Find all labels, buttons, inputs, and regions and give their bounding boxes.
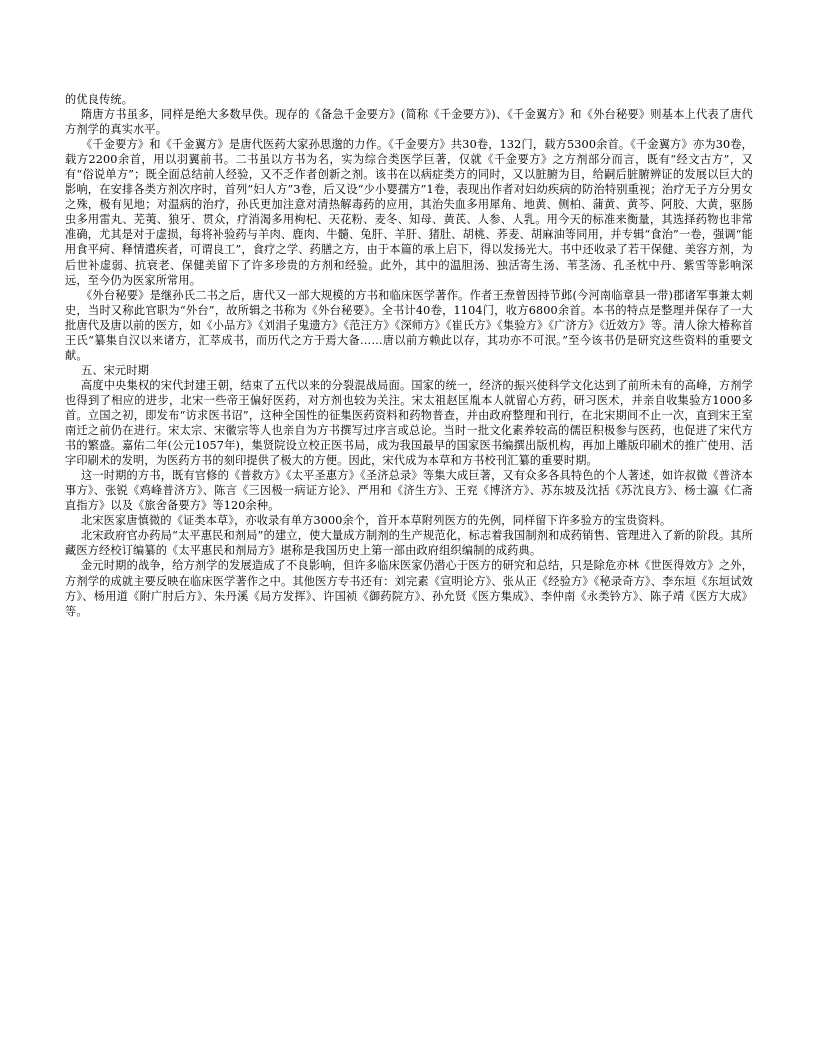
paragraph-5: 高度中央集权的宋代封建王朝，结束了五代以来的分裂混战局面。国家的统一，经济的振兴使科学文化达到了前所未有的高峰，方剂学也得到了相应的进步，北宋一些帝王偏好医药，对方剂也较为关注。宋太祖赵匡胤本人就留心方药，研习医术，并亲自收集验方1000多首。立国之初，即发布“访求医书诏”，这种全国性的征集医药资料和药物普查，并由政府整理和刊行，在北宋期间不止一次，直到宋王室南迁之前仍在进行。宋太宗、宋徽宗等人也亲自为方书撰写过序言或总论。当时一批文化素养较高的儒臣积极参与医药，也促进了宋代方书的繁盛。嘉佑二年(公元1057年)，集贤院设立校正医书局，成为我国最早的国家医书编撰出版机构，再加上雕版印刷术的推广使用、活字印刷术的发明，为医药方书的刻印提供了极大的方便。因此，宋代成为本草和方书校刊汇纂的重要时期。	[65, 378, 753, 468]
paragraph-7: 北宋医家唐慎微的《证类本草》，亦收录有单方3000余个，首开本草附列医方的先例，同样留下许多验方的宝贵资料。	[81, 514, 672, 528]
paragraph-2: 隋唐方书虽多，同样是绝大多数早佚。现存的《备急千金要方》(简称《千金要方》)、《千金翼方》和《外台秘要》则基本上代表了唐代方剂学的真实水平。	[65, 108, 753, 137]
document-body	[65, 92, 753, 619]
paragraph-9: 金元时期的战争，给方剂学的发展造成了不良影响，但许多临床医家仍潜心于医方的研究和总结，只是除危亦林《世医得效方》之外，方剂学的成就主要反映在临床医学著作之中。其他医方专书还有：刘完素《宣明论方》、张从正《经验方》《秘录奇方》、李东垣《东垣试效方》、杨用道《附广肘后方》、朱丹溪《局方发挥》、许国祯《御药院方》、孙允贤《医方集成》、李仲南《永类钤方》、陈子靖《医方大成》等。	[65, 559, 753, 618]
paragraph-8: 北宋政府官办药局“太平惠民和剂局”的建立，使大量成方制剂的生产规范化，标志着我国制剂和成药销售、管理进入了新的阶段。其所藏医方经校订编纂的《太平惠民和剂局方》堪称是我国历史上第一部由政府组织编制的成药典。	[65, 529, 753, 558]
paragraph-4: 《外台秘要》是继孙氏二书之后，唐代又一部大规模的方书和临床医学著作。作者王焘曾因持节邺(今河南临章县一带)郡诸军事兼太刺史，当时又称此官职为“外台”，故所辑之书称为《外台秘要》。全书计40卷，1104门，收方6800余首。本书的特点是整理并保存了一大批唐代及唐以前的医方，如《小品方》《刘涓子鬼遗方》《范汪方》《深师方》《崔氏方》《集验方》《广济方》《近效方》等。清人徐大椿称首王氏“纂集自汉以来诸方，汇萃成书，而历代之方于焉大备……唐以前方赖此以存，其功亦不可泯。”至今该书仍是研究这些资料的重要文献。	[65, 288, 753, 362]
paragraph-1: 的优良传统。	[65, 93, 134, 106]
section-heading-song-yuan: 五、宋元时期	[81, 363, 150, 377]
paragraph-3: 《千金要方》和《千金翼方》是唐代医药大家孙思邈的力作。《千金要方》共30卷，132门，载方5300余首。《千金翼方》亦为30卷，载方2200余首，用以羽翼前书。二书虽以方书为名，实为综合类医学巨著，仅就《千金要方》之方剂部分而言，既有“经文古方”，又有“俗说单方”；既全面总结前人经验，又不乏作者创新之剂。该书在以病症类方的同时，又以脏腑为目，给嗣后脏腑辨证的发展以巨大的影响，在安排各类方剂次序时，首列“妇人方”3卷，后又设“少小婴孺方”1卷，表现出作者对妇幼疾病的防治特别重视；治疗无子方分男女之殊，极有见地；对温病的治疗，孙氏更加注意对清热解毒药的应用，其治失血多用犀角、地黄、侧柏、蒲黄、黄芩、阿胶、大黄，驱肠虫多用雷丸、芜荑、狼牙、贯众，疗消渴多用枸杞、天花粉、麦冬、知母、黄芪、人参、人乳。用今天的标准来衡量，其选择药物也非常准确，尤其是对于虚损，每将补验药与羊肉、鹿肉、牛髓、兔肝、羊肝、猪肚、胡桃、荞麦、胡麻油等同用，并专辑“食治”一卷，强调“能用食平疴、释情遣疾者，可谓良工”，食疗之学、药膳之方，由于本篇的承上启下，得以发扬光大。书中还收录了若干保健、美容方剂，为后世补虚弱、抗衰老、保健美留下了许多珍贵的方剂和经验。此外，其中的温胆汤、独活寄生汤、苇茎汤、孔圣枕中丹、紫雪等影响深远，至今仍为医家所常用。	[65, 138, 753, 287]
paragraph-6: 这一时期的方书，既有官修的《普救方》《太平圣惠方》《圣济总录》等集大成巨著，又有众多各具特色的个人著述，如许叔微《普济本事方》、张锐《鸡峰普济方》、陈言《三因极一病证方论》、严用和《济生方》、王兖《博济方》、苏东坡及沈括《苏沈良方》、杨士瀛《仁斋直指方》以及《旅舍备要方》等120余种。	[65, 469, 753, 513]
